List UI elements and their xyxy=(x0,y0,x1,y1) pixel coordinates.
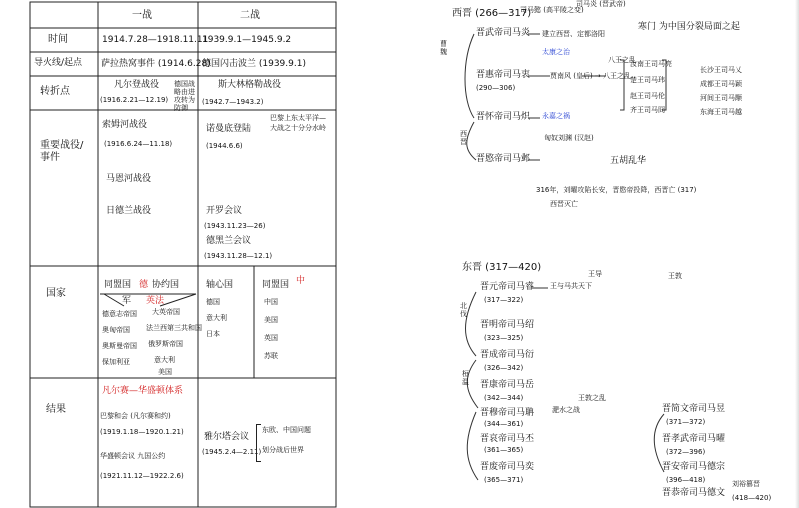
ww2-battle-1: (1944.6.6) xyxy=(206,142,243,150)
ww2-axis-member-0: 德国 xyxy=(206,298,220,306)
row-label-time: 时间 xyxy=(48,34,68,45)
east-ruler-4-name: 晋穆帝司马聃 xyxy=(480,408,535,418)
ww2-result-0: 雅尔塔会议 xyxy=(204,432,250,442)
west-ruler-1-note: 八王之乱 xyxy=(608,56,636,64)
section1-eight-kings: 贾南风 (皇后) → 八王之乱 xyxy=(550,72,632,80)
ww2-battle-4: 德黑兰会议 xyxy=(206,236,252,246)
section1-bracket-years: (290—306) xyxy=(476,84,516,92)
section1-top-note2: 司马炎 (晋武帝) xyxy=(576,0,626,8)
ww2-battle-3: (1943.11.23—26) xyxy=(204,222,266,230)
ww1-entente-member-3: 意大利 xyxy=(154,356,175,364)
header-ww1: 一战 xyxy=(132,10,152,21)
ww1-allies-tag: 德 xyxy=(139,280,149,290)
east-ruler-0-years: (317—322) xyxy=(484,296,524,304)
prince-6: 河间王司马颙 xyxy=(700,94,742,102)
ww1-result-headline: 凡尔赛—华盛顿体系 xyxy=(102,386,184,396)
ww1-battle-0: 索姆河战役 xyxy=(102,120,148,130)
ww2-result-1: (1945.2.4—2.11) xyxy=(202,448,262,456)
east-ruler-2-years: (326—342) xyxy=(484,364,524,372)
ww2-battle-5: (1943.11.28—12.1) xyxy=(204,252,273,260)
ww1-entente-label: 协约国 xyxy=(152,280,180,290)
ww1-fuse: 萨拉热窝事件 (1914.6.28) xyxy=(101,59,211,69)
prince-0: 汝南王司马亮 xyxy=(630,60,672,68)
prince-4: 长沙王司马乂 xyxy=(700,66,742,74)
section2-top-note: 王导 xyxy=(588,270,602,278)
ww2-allies-member-0: 中国 xyxy=(264,298,278,306)
east-ruler-4-years: (344—361) xyxy=(484,420,524,428)
ww2-time: 1939.9.1—1945.9.2 xyxy=(202,35,292,45)
section2-left-note: 北伐 xyxy=(460,302,467,319)
prince-7: 东海王司马越 xyxy=(700,108,742,116)
ww1-battle-1: (1916.6.24—11.18) xyxy=(104,140,173,148)
ww1-allies-tag2: 军 xyxy=(122,296,132,306)
east-ruler-5-years: (361—365) xyxy=(484,446,524,454)
ww2-axis-label: 轴心国 xyxy=(206,280,234,290)
ww2-axis-member-2: 日本 xyxy=(206,330,220,338)
ww2-allies-member-1: 美国 xyxy=(264,316,278,324)
east-ruler-5-name: 晋哀帝司马丕 xyxy=(480,434,535,444)
header-ww2: 二战 xyxy=(240,10,260,21)
east-ruler-3-years: (342—344) xyxy=(484,394,524,402)
section1-side-label: 西晋 xyxy=(460,130,467,147)
ww2-result-3: 划分战后世界 xyxy=(262,446,304,454)
section2-side-note2: 王敦之乱 xyxy=(578,394,606,402)
west-ruler-3-name: 晋愍帝司马邺 xyxy=(476,154,531,164)
east-ruler-0-note: 王与马共天下 xyxy=(550,282,592,290)
later-ruler-3-name: 晋恭帝司马德文 xyxy=(662,488,726,498)
ww1-entente-member-2: 俄罗斯帝国 xyxy=(148,340,183,348)
row-label-result: 结果 xyxy=(46,404,66,415)
row-label-countries: 国家 xyxy=(46,288,66,299)
east-ruler-6-name: 晋废帝司马奕 xyxy=(480,462,535,472)
ww2-turning-name: 斯大林格勒战役 xyxy=(218,80,282,90)
prince-2: 赵王司马伦 xyxy=(630,92,665,100)
prince-1: 楚王司马玮 xyxy=(630,76,665,84)
west-ruler-0-name: 晋武帝司马炎 xyxy=(476,28,531,38)
ww2-allies-member-3: 苏联 xyxy=(264,352,278,360)
section2-end-note: 刘裕篡晋 xyxy=(732,480,760,488)
later-ruler-2-name: 晋安帝司马德宗 xyxy=(662,462,726,472)
prince-3: 齐王司马冏 xyxy=(630,106,665,114)
ww1-entente-member-4: 美国 xyxy=(158,368,172,376)
later-ruler-3-years: (418—420) xyxy=(732,494,772,502)
row-label-turning: 转折点 xyxy=(40,86,70,97)
section1-capture-note: 太康之治 xyxy=(542,48,570,56)
ww2-battle-2: 开罗会议 xyxy=(206,206,243,216)
west-ruler-2-name: 晋怀帝司马炽 xyxy=(476,112,531,122)
section1-xiongnu-note: 316年，刘曜攻陷长安，晋愍帝投降，西晋亡 (317) xyxy=(536,186,697,194)
ww1-entente-tag: 英法 xyxy=(146,296,165,306)
west-ruler-2-note: 永嘉之祸 xyxy=(542,112,570,120)
comparison-table-page xyxy=(0,0,399,508)
ww2-battle-note: 巴黎上东太平洋—大战之十分分水岭 xyxy=(270,114,326,132)
later-ruler-0-years: (371—372) xyxy=(666,418,706,426)
west-ruler-3-note: 五胡乱华 xyxy=(610,156,647,166)
ww1-entente-member-1: 法兰西第三共和国 xyxy=(146,324,202,332)
ww2-allies-member-2: 英国 xyxy=(264,334,278,342)
section1-title: 西晋 (266—317) xyxy=(452,8,532,19)
ww1-allies-member-3: 保加利亚 xyxy=(102,358,130,366)
dynasty-notes-page xyxy=(400,0,799,508)
ww1-battle-2: 马恩河战役 xyxy=(106,174,152,184)
ww1-result-3: (1921.11.12—1922.2.6) xyxy=(100,472,184,480)
east-ruler-1-years: (323—325) xyxy=(484,334,524,342)
west-ruler-0-note: 建立西晋、定都洛阳 xyxy=(542,30,605,38)
ww2-battle-0: 诺曼底登陆 xyxy=(206,124,252,134)
section2-mid-note: 桓温 xyxy=(462,370,469,387)
ww1-allies-member-2: 奥斯曼帝国 xyxy=(102,342,137,350)
east-ruler-1-name: 晋明帝司马绍 xyxy=(480,320,535,330)
ww2-turning-date: (1942.7—1943.2) xyxy=(202,98,264,106)
ww2-allies-tag: 中 xyxy=(296,276,306,286)
east-ruler-0-name: 晋元帝司马睿 xyxy=(480,282,535,292)
table-grid xyxy=(0,0,399,508)
section1-top-note: 司马懿 (高平陵之变) xyxy=(520,6,584,14)
ww1-entente-member-0: 大英帝国 xyxy=(152,308,180,316)
page-edge xyxy=(795,0,799,508)
section1-fall-note: 西晋灭亡 xyxy=(550,200,578,208)
ww1-turning-note: 德国战略由进攻转为防御 xyxy=(174,80,195,113)
later-ruler-0-name: 晋简文帝司马昱 xyxy=(662,404,726,414)
ww1-allies-member-0: 德意志帝国 xyxy=(102,310,137,318)
ww1-allies-label: 同盟国 xyxy=(104,280,132,290)
ww2-result-2: 东欧、中国问题 xyxy=(262,426,311,434)
ww1-result-2: 华盛顿会议 九国公约 xyxy=(100,452,166,460)
prince-5: 成都王司马颖 xyxy=(700,80,742,88)
ww2-axis-member-1: 意大利 xyxy=(206,314,227,322)
section1-captive-note: 匈奴刘渊 (汉赵) xyxy=(544,134,594,142)
ww1-time: 1914.7.28—1918.11.11 xyxy=(102,35,209,45)
ww1-result-0: 巴黎和会 (凡尔赛和约) xyxy=(100,412,171,420)
row-label-battles: 重要战役/事件 xyxy=(40,140,84,163)
ww1-turning-name: 凡尔登战役 xyxy=(114,80,160,90)
section2-side-note: 淝水之战 xyxy=(552,406,580,414)
ww2-fuse: 德国闪击波兰 (1939.9.1) xyxy=(202,59,306,69)
ww1-allies-member-1: 奥匈帝国 xyxy=(102,326,130,334)
ww1-turning-date: (1916.2.21—12.19) xyxy=(100,96,169,104)
ww1-battle-3: 日德兰战役 xyxy=(106,206,152,216)
west-ruler-1-name: 晋惠帝司马衷 xyxy=(476,70,531,80)
section1-dynasty-label: 曹魏 xyxy=(440,40,447,57)
later-ruler-2-years: (396—418) xyxy=(666,476,706,484)
section1-north-note: 寒门 为中国分裂局面之起 xyxy=(638,22,740,32)
east-ruler-6-years: (365—371) xyxy=(484,476,524,484)
section2-title: 东晋 (317—420) xyxy=(462,262,542,273)
section2-top-note2: 王敦 xyxy=(668,272,682,280)
later-ruler-1-years: (372—396) xyxy=(666,448,706,456)
ww1-result-1: (1919.1.18—1920.1.21) xyxy=(100,428,184,436)
later-ruler-1-name: 晋孝武帝司马曜 xyxy=(662,434,726,444)
ww2-result-bracket xyxy=(256,424,261,462)
ww2-allies-label: 同盟国 xyxy=(262,280,290,290)
east-ruler-2-name: 晋成帝司马衍 xyxy=(480,350,535,360)
east-ruler-3-name: 晋康帝司马岳 xyxy=(480,380,535,390)
row-label-fuse: 导火线/起点 xyxy=(34,58,83,68)
